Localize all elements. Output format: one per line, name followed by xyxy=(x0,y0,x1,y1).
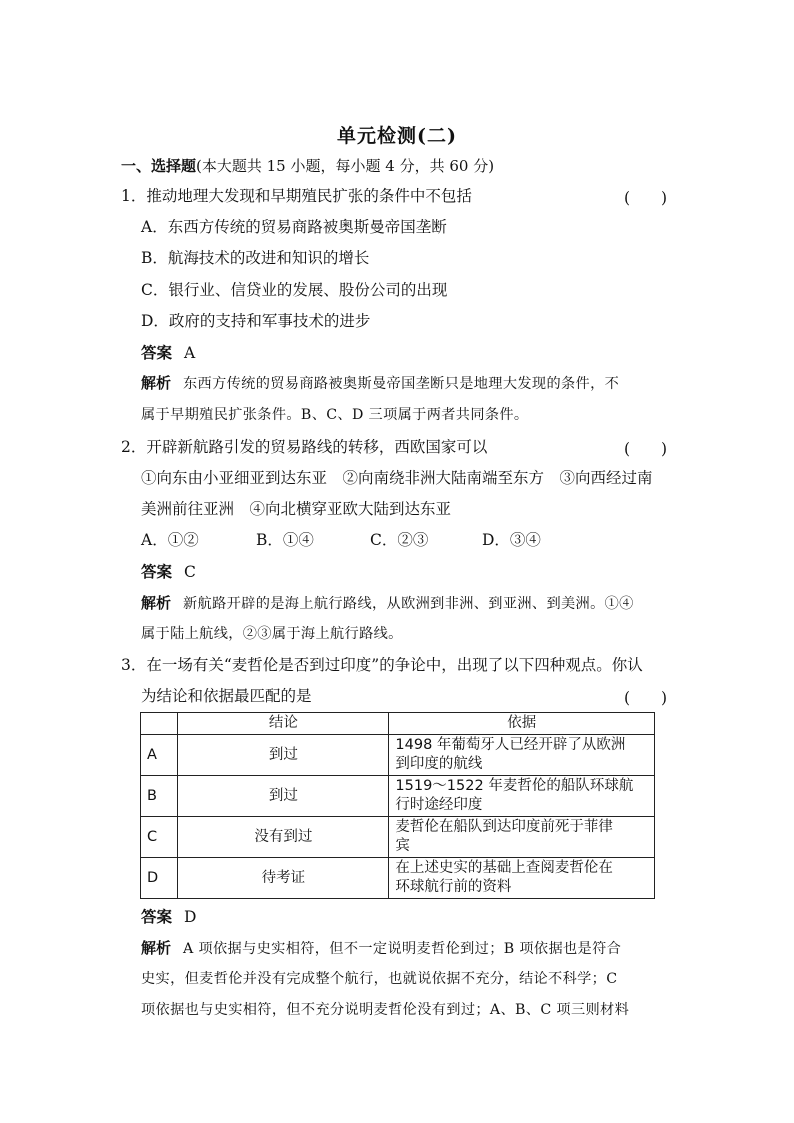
table-cell-key: A xyxy=(141,735,178,776)
question-2-answer xyxy=(141,562,196,582)
question-1-option-c: C．银行业、信贷业的发展、股份公司的出现 xyxy=(141,281,448,299)
basis-line-1: 1498 年葡萄牙人已经开辟了从欧洲 xyxy=(395,737,626,753)
answer-label: 答案 xyxy=(141,907,173,926)
explanation-text: 新航路开辟的是海上航行路线，从欧洲到非洲、到亚洲、到美洲。①④ xyxy=(183,596,634,612)
table-cell-basis xyxy=(389,817,655,858)
answer-value: A xyxy=(184,344,196,362)
question-2-options xyxy=(141,530,541,550)
table-cell-key: D xyxy=(141,858,178,899)
table-cell-conclusion: 待考证 xyxy=(178,858,389,899)
table-cell-basis xyxy=(389,735,655,776)
question-1-option-b: B．航海技术的改进和知识的增长 xyxy=(141,249,370,267)
page-title: 单元检测(二) xyxy=(337,125,457,147)
question-1-option-d: D．政府的支持和军事技术的进步 xyxy=(141,312,371,330)
table-cell-conclusion: 到过 xyxy=(178,735,389,776)
table-cell-key: C xyxy=(141,817,178,858)
question-1-explanation-line-2: 属于早期殖民扩张条件。B、C、D 三项属于两者共同条件。 xyxy=(141,407,529,423)
basis-line-2: 行时途经印度 xyxy=(395,797,483,813)
question-number: 1． xyxy=(121,187,147,205)
table-header-blank xyxy=(141,713,178,735)
question-text: 推动地理大发现和早期殖民扩张的条件中不包括 xyxy=(146,187,472,205)
question-3-answer xyxy=(141,907,196,927)
question-2-explanation-line-2: 属于陆上航线，②③属于海上航行路线。 xyxy=(141,626,403,642)
question-2-stem xyxy=(121,437,487,457)
section-heading-label: 一、选择题 xyxy=(121,157,197,175)
explanation-text: 东西方传统的贸易商路被奥斯曼帝国垄断只是地理大发现的条件，不 xyxy=(183,376,620,392)
question-3-table xyxy=(140,712,655,899)
basis-line-2: 宾 xyxy=(395,838,410,854)
question-2-option-d: D．③④ xyxy=(482,531,541,549)
answer-label: 答案 xyxy=(141,343,173,362)
question-2-option-a: A．①② xyxy=(141,531,199,549)
table-cell-key: B xyxy=(141,776,178,817)
table-cell-basis xyxy=(389,858,655,899)
question-1-answer xyxy=(141,343,195,363)
answer-label: 答案 xyxy=(141,562,173,581)
question-text: 开辟新航路引发的贸易路线的转移，西欧国家可以 xyxy=(146,438,488,456)
basis-line-1: 在上述史实的基础上查阅麦哲伦在 xyxy=(395,860,613,876)
question-3-explanation-line-2: 史实，但麦哲伦并没有完成整个航行，也就说依据不充分，结论不科学；C xyxy=(141,971,618,987)
table-cell-conclusion: 没有到过 xyxy=(178,817,389,858)
table-row xyxy=(141,776,655,817)
question-1-stem xyxy=(121,186,472,206)
answer-blank: ( ) xyxy=(624,440,668,458)
question-3-stem xyxy=(121,655,643,675)
explanation-label: 解析 xyxy=(141,594,172,612)
table-cell-conclusion: 到过 xyxy=(178,776,389,817)
basis-line-2: 到印度的航线 xyxy=(395,756,483,772)
question-2-option-c: C．②③ xyxy=(370,531,429,549)
basis-line-2: 环球航行前的资料 xyxy=(395,879,512,895)
explanation-text: A 项依据与史实相符，但不一定说明麦哲伦到过；B 项依据也是符合 xyxy=(183,941,622,957)
question-2-stem-line-2: ①向东由小亚细亚到达东亚 ②向南绕非洲大陆南端至东方 ③向西经过南 xyxy=(141,469,653,487)
question-2-explanation xyxy=(141,593,634,614)
section-heading-note: (本大题共 15 小题，每小题 4 分，共 60 分) xyxy=(196,157,495,175)
question-3-stem-line-2: 为结论和依据最匹配的是 xyxy=(141,687,312,705)
table-row xyxy=(141,735,655,776)
table-cell-basis xyxy=(389,776,655,817)
question-number: 2． xyxy=(121,438,147,456)
question-2-stem-line-3: 美洲前往亚洲 ④向北横穿亚欧大陆到达东亚 xyxy=(141,500,452,518)
answer-blank: ( ) xyxy=(624,689,668,707)
basis-line-1: 麦哲伦在船队到达印度前死于菲律 xyxy=(395,819,613,835)
question-2-option-b: B．①④ xyxy=(256,531,314,549)
answer-value: C xyxy=(184,563,196,581)
table-header-basis: 依据 xyxy=(389,713,655,735)
table-header-conclusion: 结论 xyxy=(178,713,389,735)
answer-blank: ( ) xyxy=(624,189,668,207)
section-heading xyxy=(121,156,494,176)
question-text: 在一场有关“麦哲伦是否到过印度”的争论中，出现了以下四种观点。你认 xyxy=(146,656,643,674)
question-1-explanation xyxy=(141,373,619,394)
question-1-option-a: A．东西方传统的贸易商路被奥斯曼帝国垄断 xyxy=(141,218,447,236)
table-header-row xyxy=(141,713,655,735)
table-row xyxy=(141,858,655,899)
basis-line-1: 1519～1522 年麦哲伦的船队环球航 xyxy=(395,778,634,794)
question-number: 3． xyxy=(121,656,147,674)
table-row xyxy=(141,817,655,858)
explanation-label: 解析 xyxy=(141,374,172,392)
question-3-explanation-line-3: 项依据也与史实相符，但不充分说明麦哲伦没有到过；A、B、C 项三则材料 xyxy=(141,1002,630,1018)
answer-value: D xyxy=(184,908,197,926)
question-3-explanation xyxy=(141,938,621,959)
explanation-label: 解析 xyxy=(141,939,172,957)
